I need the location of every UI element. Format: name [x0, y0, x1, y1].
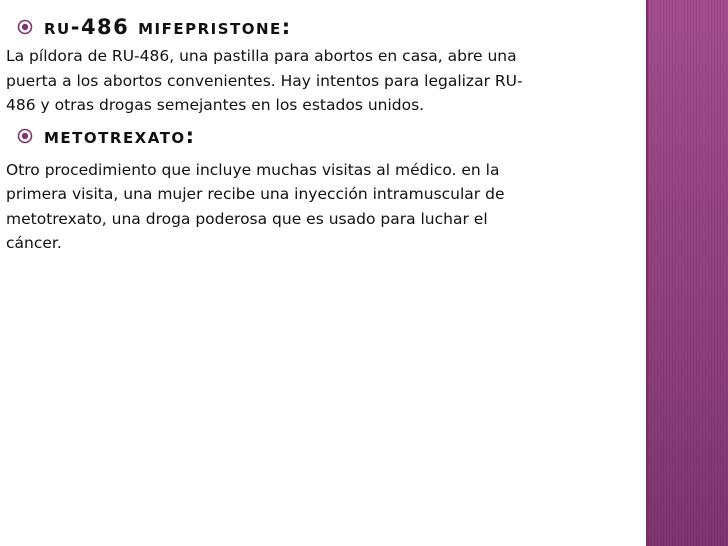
section-paragraph [6, 154, 636, 256]
section-heading-row [6, 14, 636, 40]
paragraph-line: primera visita, una mujer recibe una inyección intramuscular de [6, 185, 505, 203]
circled-bullet-icon [16, 127, 34, 145]
paragraph-line: Otro procedimiento que incluye muchas visitas al médico. en la [6, 160, 500, 179]
paragraph-line: La píldora de RU-486, una pastilla para abortos en casa, abre una [6, 47, 517, 65]
circled-bullet-icon [16, 18, 34, 36]
section-heading: metotrexato: [44, 123, 196, 148]
section-paragraph [6, 40, 636, 118]
paragraph-line: metotrexato, una droga poderosa que es usado para luchar el [6, 209, 488, 228]
decorative-side-panel [648, 0, 728, 546]
slide-content [0, 0, 636, 256]
paragraph-line: cáncer. [6, 234, 62, 252]
section-heading: ru-486 mifepristone: [44, 15, 292, 39]
section-heading-row [6, 118, 636, 154]
paragraph-line: 486 y otras drogas semejantes en los estados unidos. [6, 96, 425, 114]
paragraph-line: puerta a los abortos convenientes. Hay intentos para legalizar RU- [6, 71, 523, 90]
